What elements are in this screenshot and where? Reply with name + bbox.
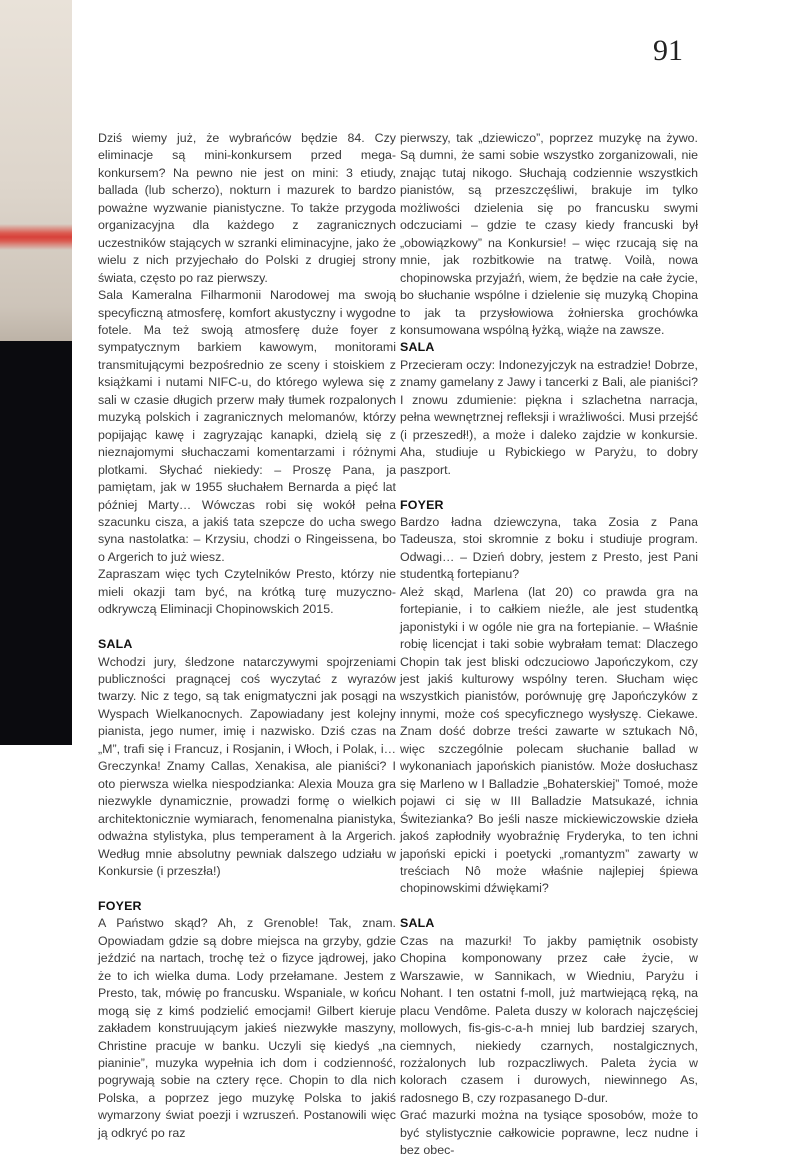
section-paragraph-foyer-2a: Bardzo ładna dziewczyna, taka Zosia z Pana Tadeusza, stoi skromnie z boku i studiuje program. Odwagi… – Dzień dobry, jestem z Presto, jest Pani studentką fortepianu? <box>400 514 698 582</box>
strip-beige-area <box>0 0 72 341</box>
section-paragraph-foyer-1: A Państwo skąd? Ah, z Grenoble! Tak, znam. Opowiadam gdzie są dobre miejsca na grzyby, gdzie jeździć na nartach, trochę też o fizyce jądrowej, jako że to ich wielka duma. Lody przełamane. Jestem z Presto, tak, mówię po francusku. Wspaniale, w końcu mogą się z kimś podzielić emocjami! Gilbert kieruje zakładem konstruującym jakieś niezwykłe maszyny, Christine pracuje w banku. Uczyli się kiedyś „na pianinie”, muzyka wypełnia ich dom i codzienność, pogrywają sobie na cztery ręce. Chopin to dla nich Polska, a poprzez jego muzykę Polska to jakiś wymarzony świat poezji i wzruszeń. Postanowili więc ją odkryć po raz <box>98 916 396 1140</box>
strip-red-band <box>0 224 72 250</box>
intro-paragraph-1: Dziś wiemy już, że wybrańców będzie 84. Czy eliminacje są mini-konkursem przed mega-konkursem? Na pewno nie jest on mini: 3 etiudy, ballada (lub scherzo), nokturn i mazurek to bardzo poważne wyzwanie pianistyczne. To także przygoda organizacyjna dla każdego z zagranicznych uczestników stających w szranki eliminacyjne, jako że wielu z nich przyjechało do Polski z drugiej strony świata, często po raz pierwszy. <box>98 131 396 285</box>
spacer <box>400 898 698 915</box>
intro-paragraph-2: Sala Kameralna Filharmonii Narodowej ma swoją specyficzną atmosferę, komfort akustyczny i wygodne fotele. Ma też swoją atmosferę duże foyer z sympatycznym barkiem kawowym, monitorami transmitującymi bezpośrednio ze sceny i stoiskiem z książkami i nutami NIFC-u, do którego wylewa się z sali w czasie długich przerw mały tłumek rozpalonych muzyką polskich i zagranicznych melomanów, którzy popijając kawę i zagryzając kanapki, dzielą się z nieznajomymi słuchaczami komentarzami i różnymi plotkami. Słychać niekiedy: – Proszę Pana, ja pamiętam, jak w 1955 słuchałem Bernarda a pięć lat później Marty… Wówczas robi się wokół pełna szacunku cisza, a jakiś tata szepcze do ucha swego syna nastolatka: – Krzysiu, chodzi o Ringeissena, bo o Argerich to już wiesz. <box>98 288 396 564</box>
page-number: 91 <box>653 34 683 67</box>
intro-paragraph-3: Zapraszam więc tych Czytelników Presto, którzy nie mieli okazji tam być, na krótką turę muzyczno-odkrywczą Eliminacji Chopinowskich 2015. <box>98 567 396 617</box>
section-heading-sala-2: SALA <box>400 340 435 355</box>
decorative-photo-strip <box>0 0 72 1027</box>
section-paragraph-sala-3a: Czas na mazurki! To jakby pamiętnik osobisty Chopina komponowany przez całe życie, w Warszawie, w Sannikach, w Wiedniu, Paryżu i Nohant. I ten ostatni f-moll, już martwiejącą ręką, na placu Vendôme. Paleta duszy w kolorach najczęściej mollowych, fis-gis-c-a-h mniej lub bardziej szarych, ciemnych, niekiedy czarnych, nostalgicznych, rozżalonych lub rozpaczliwych. Paleta życia w kolorach czasem i durowych, niewinnego As, radosnego B, czy rozpasanego D-dur. <box>400 933 698 1105</box>
left-column <box>98 130 396 1142</box>
section-paragraph-sala-2: Przecieram oczy: Indonezyjczyk na estradzie! Dobrze, znamy gamelany z Jawy i tancerki z Bali, ale pianiści? I znowu zdumienie: piękna i szlachetna narracja, pełna wewnętrznej refleksji i wrażliwości. Musi przejść (i przeszedł!), a może i daleko zajdzie w konkursie. Aha, studiuje u Rybickiego w Paryżu, to dobry paszport. <box>400 357 698 477</box>
section-heading-foyer-2: FOYER <box>400 497 444 512</box>
section-paragraph-foyer-2b: Ależ skąd, Marlena (lat 20) co prawda gra na fortepianie, i to całkiem nieźle, ale jest studentką japonistyki i w ogóle nie gra na fortepianie. – Właśnie robię licencjat i taki sobie wybrałam temat: Dlaczego Chopin tak jest bliski odczuciowo Japończykom, czy jest jakiś kulturowy wspólny teren. Słucham więc wszystkich pianistów, porównuję grę Japończyków z innymi, może coś specyficznego wysłyszę. Ciekawe. Znam dość dobrze treści zawarte w sztukach Nô, więc szczególnie polecam słuchanie ballad w wykonaniach japońskich pianistów. Może dosłuchasz się Marleno w I Balladzie „Bohaterskiej” Tomoé, może pojawi ci się w III Balladzie Matsukazé, ichnia Świtezianka? Bo jeśli nasze mickiewiczowskie dzieła jakoś zapłodniły wyobraźnię Fryderyka, to ten ichni japoński epicki i poetycki „romantyzm” zawarty w treściach Nô może właśnie najlepiej śpiewa chopinowskimi dźwiękami? <box>400 584 698 896</box>
spacer <box>98 619 396 636</box>
strip-black-area <box>0 341 72 745</box>
section-heading-sala: SALA <box>98 637 133 652</box>
section-paragraph-sala-1: Wchodzi jury, śledzone natarczywymi spojrzeniami publiczności pragnącej coś wyczytać z wyrazów twarzy. Nic z tego, są tak enigmatyczni jak posągi na Wyspach Wielkanocnych. Zapowiadany jest kolejny pianista, jego numer, imię i nazwisko. Dziś czas na „M”, trafi się i Francuz, i Rosjanin, i Włoch, i Polak, i… Greczynka! Znamy Callas, Xenakisa, ale pianiści? I oto pierwsza wielka niespodzianka: Alexia Mouza gra niezwykle dynamicznie, prowadzi formę o wielkich architektonicznie wymiarach, fenomenalna pianistyka, odważna stylistyka, plus temperament à la Argerich. Według mnie absolutny pewniak dalszego udziału w Konkursie (i przeszła!) <box>98 654 396 879</box>
spacer <box>400 479 698 496</box>
spacer <box>98 880 396 897</box>
section-heading-foyer: FOYER <box>98 898 142 913</box>
right-column <box>400 130 698 1160</box>
continued-paragraph: pierwszy, tak „dziewiczo”, poprzez muzykę na żywo. Są dumni, że sami sobie wszystko zorganizowali, nie znając tutaj nikogo. Słuchają codziennie wszystkich pianistów, są przeszczęśliwi, brakuje im tylko możliwości dzielenia się po francusku swymi odczuciami – gdzie te czasy kiedy francuski był „obowiązkowy” na Konkursie! – więc rzucają się na mnie, jak rozbitkowie na tratwę. Voilà, nowa chopinowska przyjaźń, wiem, że będzie na całe życie, bo słuchanie wspólne i dzielenie się muzyką Chopina to jak ta przysłowiowa żołnierska grochówka konsumowana wspólną łyżką, wiąże na zawsze. <box>400 131 698 337</box>
section-paragraph-sala-3b: Grać mazurki można na tysiące sposobów, może to być stylistycznie całkowicie poprawne, lecz nudne i bez obec- <box>400 1108 698 1158</box>
section-heading-sala-3: SALA <box>400 916 435 931</box>
